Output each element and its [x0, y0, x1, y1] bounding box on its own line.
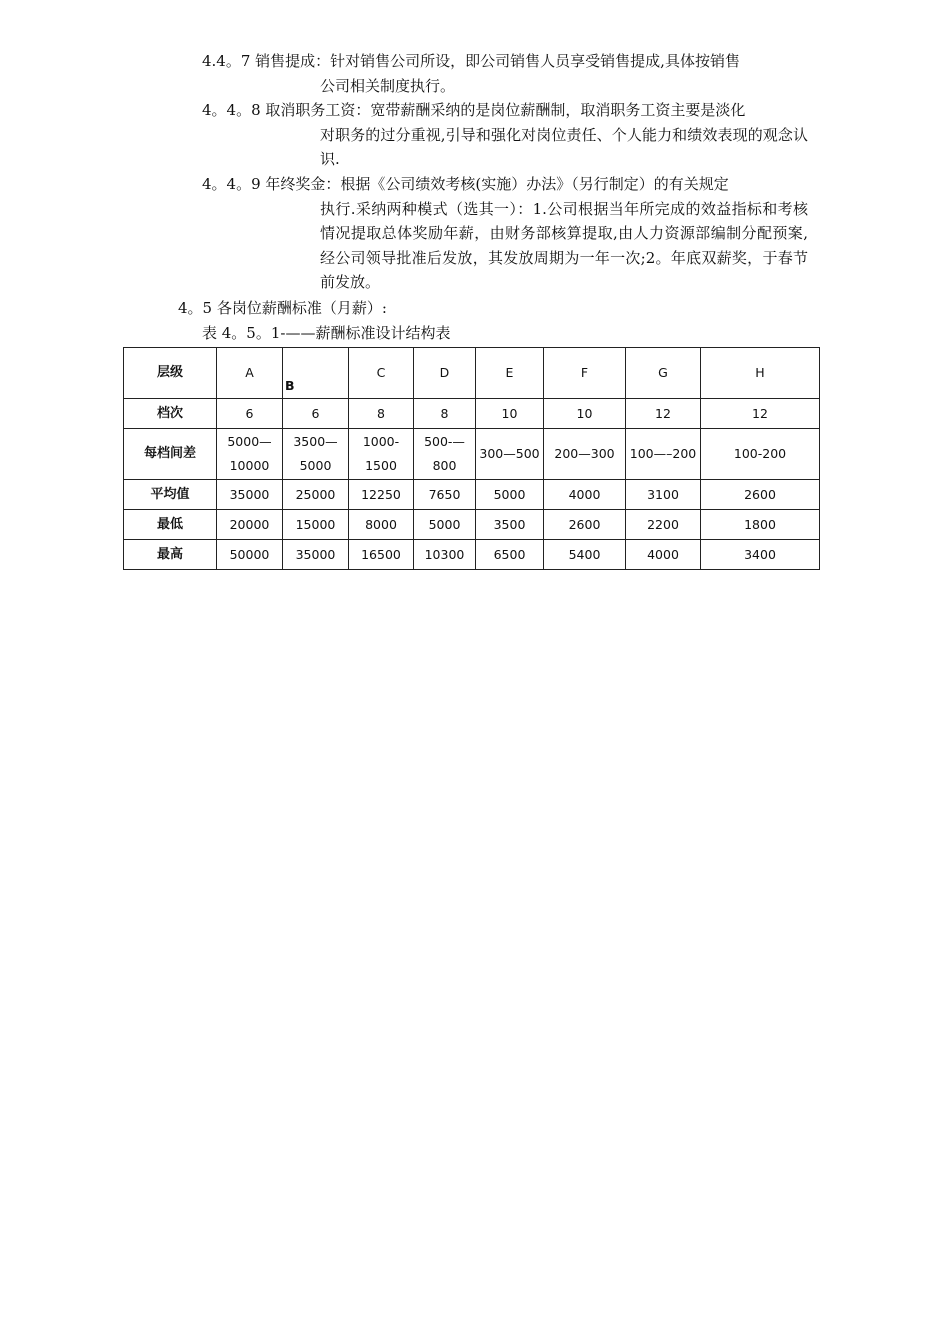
table-cell: 2600	[544, 510, 626, 540]
table-cell: A	[217, 348, 283, 399]
paragraph-4-4-8	[202, 98, 808, 172]
table-cell: 3400	[701, 540, 820, 570]
table-cell: E	[476, 348, 544, 399]
table-cell: 6	[217, 399, 283, 429]
cell-line: 10000	[229, 458, 270, 473]
paragraph-lead: 4.4。7 销售提成：针对销售公司所设，即公司销售人员享受销售提成,具体按销售	[202, 52, 740, 70]
table-cell: 7650	[414, 480, 476, 510]
table-cell: 12	[701, 399, 820, 429]
table-cell: D	[414, 348, 476, 399]
table-cell: 35000	[217, 480, 283, 510]
paragraph-4-4-9	[202, 172, 808, 295]
paragraph-continuation: 对职务的过分重视,引导和强化对岗位责任、个人能力和绩效表现的观念认识.	[320, 125, 808, 168]
table-cell: 25000	[283, 480, 349, 510]
table-cell: 300—500	[476, 429, 544, 480]
table-cell: 6	[283, 399, 349, 429]
table-cell: 8000	[349, 510, 414, 540]
table-cell: 5000	[414, 510, 476, 540]
table-row-grade	[124, 399, 820, 429]
table-cell: 10300	[414, 540, 476, 570]
table-cell	[414, 429, 476, 480]
table-cell: B	[283, 348, 349, 399]
table-cell: 10	[476, 399, 544, 429]
table-caption: 表 4。5。1-——薪酬标准设计结构表	[202, 324, 451, 342]
cell-line: 1500	[365, 458, 397, 473]
table-cell: 50000	[217, 540, 283, 570]
table-cell: 2600	[701, 480, 820, 510]
row-header-maximum: 最高	[124, 540, 217, 570]
table-cell: 12250	[349, 480, 414, 510]
table-cell: 10	[544, 399, 626, 429]
row-header-step-difference: 每档间差	[124, 429, 217, 480]
table-cell: 4000	[626, 540, 701, 570]
table-row-minimum	[124, 510, 820, 540]
section-heading: 4。5 各岗位薪酬标准（月薪）:	[178, 299, 387, 317]
paragraph-lead: 4。4。9 年终奖金：根据《公司绩效考核(实施）办法》（另行制定）的有关规定	[202, 175, 729, 193]
table-cell: 4000	[544, 480, 626, 510]
table-cell: C	[349, 348, 414, 399]
table-cell: F	[544, 348, 626, 399]
table-cell: 35000	[283, 540, 349, 570]
table-cell: H	[701, 348, 820, 399]
cell-line: 500-—	[424, 434, 465, 449]
table-cell: 3500	[476, 510, 544, 540]
paragraph-continuation: 执行.采纳两种模式（选其一）：1.公司根据当年所完成的效益指标和考核情况提取总体奖励年薪，由财务部核算提取,由人力资源部编制分配预案,经公司领导批准后发放，其发放周期为一年一次;2。年底双薪奖，于春节前发放。	[320, 199, 808, 291]
table-cell	[217, 429, 283, 480]
cell-line: 5000—	[227, 434, 272, 449]
table-cell: 5000	[476, 480, 544, 510]
table-cell: 8	[414, 399, 476, 429]
paragraph-lead: 4。4。8 取消职务工资：宽带薪酬采纳的是岗位薪酬制，取消职务工资主要是淡化	[202, 101, 746, 119]
table-cell: 100—–200	[626, 429, 701, 480]
table-cell: 200—300	[544, 429, 626, 480]
row-header-average: 平均值	[124, 480, 217, 510]
table-cell: 8	[349, 399, 414, 429]
table-row-average	[124, 480, 820, 510]
table-cell: 3100	[626, 480, 701, 510]
paragraph-continuation: 公司相关制度执行。	[320, 76, 456, 95]
table-row-maximum	[124, 540, 820, 570]
row-header-grade: 档次	[124, 399, 217, 429]
table-cell	[349, 429, 414, 480]
table-row-step-difference	[124, 429, 820, 480]
table-cell	[283, 429, 349, 480]
table-cell: 5400	[544, 540, 626, 570]
table-row-level	[124, 348, 820, 399]
cell-line: 800	[432, 458, 457, 473]
row-header-minimum: 最低	[124, 510, 217, 540]
table-cell: 100-200	[701, 429, 820, 480]
table-cell: 12	[626, 399, 701, 429]
table-cell: 2200	[626, 510, 701, 540]
table-cell: G	[626, 348, 701, 399]
row-header-level: 层级	[124, 348, 217, 399]
table-cell: 6500	[476, 540, 544, 570]
salary-structure-table	[123, 347, 820, 570]
table-cell: 1800	[701, 510, 820, 540]
paragraph-4-4-7	[202, 49, 808, 98]
cell-line: 3500—	[293, 434, 338, 449]
cell-line: 1000-	[362, 434, 400, 449]
table-cell: 16500	[349, 540, 414, 570]
table-cell: 15000	[283, 510, 349, 540]
table-cell: 20000	[217, 510, 283, 540]
cell-line: 5000	[299, 458, 332, 473]
